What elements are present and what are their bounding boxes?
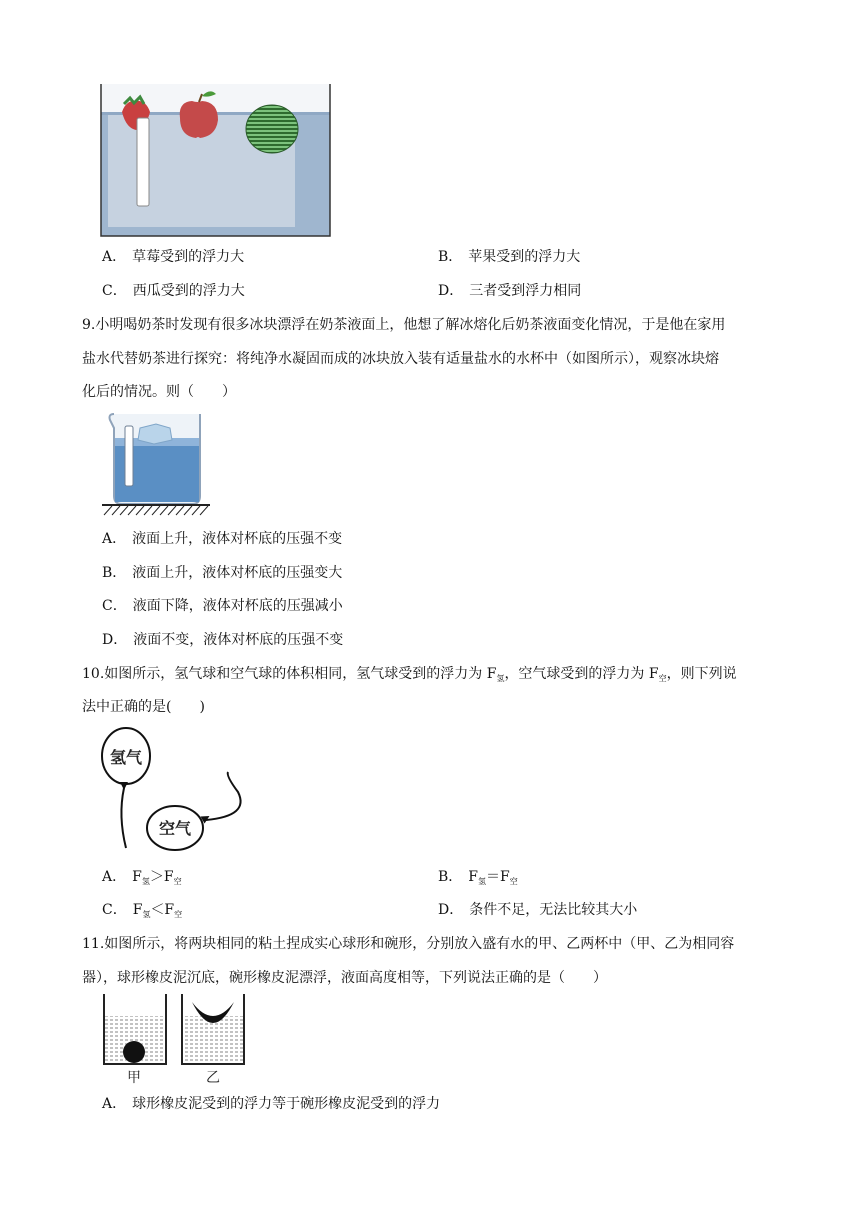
- option-label: C．: [102, 598, 127, 614]
- q9-option-b[interactable]: [102, 563, 342, 583]
- q9-stem-line: 9.小明喝奶茶时发现有很多冰块漂浮在奶茶液面上，他想了解冰熔化后奶茶液面变化情况，于是他在家用: [82, 317, 726, 333]
- option-label: C．: [102, 283, 127, 299]
- q10-option-a[interactable]: [102, 867, 182, 892]
- subscript: 空: [174, 910, 183, 919]
- q10-stem-line: 法中正确的是( ): [82, 699, 205, 715]
- watermelon-icon: [246, 105, 298, 153]
- option-text: 草莓受到的浮力大: [132, 249, 245, 265]
- hydrogen-balloon-label: 氢气: [109, 748, 143, 767]
- option-label: D．: [102, 632, 128, 648]
- balloons-figure: [100, 726, 250, 852]
- q10-stem-text: ，则下列说: [666, 666, 737, 682]
- option-label: A．: [102, 249, 127, 265]
- option-label: B．: [438, 249, 463, 265]
- cup-label-jia: 甲: [127, 1070, 141, 1086]
- option-text: F: [132, 869, 142, 885]
- q11-stem-line: 器），球形橡皮泥沉底，碗形橡皮泥漂浮，液面高度相等，下列说法正确的是（ ）: [82, 970, 607, 986]
- q10-option-b[interactable]: [438, 867, 518, 892]
- option-label: B．: [102, 565, 127, 581]
- option-text: F: [468, 869, 479, 885]
- q10-stem-line: [82, 664, 782, 689]
- option-text: 球形橡皮泥受到的浮力等于碗形橡皮泥受到的浮力: [132, 1096, 441, 1112]
- q10-option-d[interactable]: [438, 900, 637, 920]
- q10-stem-text: ，空气球受到的浮力为 F: [504, 666, 659, 682]
- option-text: 三者受到浮力相同: [469, 283, 582, 299]
- option-label: D．: [438, 902, 464, 918]
- q8-option-c[interactable]: [102, 281, 245, 301]
- q11-option-a[interactable]: [102, 1094, 440, 1114]
- subscript: 氢: [478, 877, 487, 886]
- option-text: F: [132, 902, 143, 918]
- q10-option-c[interactable]: [102, 900, 182, 925]
- option-text: ＝F: [486, 869, 510, 885]
- q9-option-a[interactable]: [102, 529, 342, 549]
- option-text: 液面上升，液体对杯底的压强变大: [132, 565, 343, 581]
- q8-option-d[interactable]: [438, 281, 581, 301]
- option-label: D．: [438, 283, 464, 299]
- option-text: ＞F: [149, 869, 174, 885]
- subscript: 氢: [496, 674, 505, 683]
- clay-ball: [123, 1041, 145, 1063]
- option-text: 西瓜受到的浮力大: [132, 283, 245, 299]
- option-text: 液面下降，液体对杯底的压强减小: [132, 598, 343, 614]
- option-text: 液面不变，液体对杯底的压强不变: [133, 632, 344, 648]
- clay-cups-figure: [100, 994, 260, 1086]
- option-text: ＜F: [150, 902, 175, 918]
- subscript: 氢: [142, 910, 151, 919]
- q8-option-a[interactable]: [102, 247, 244, 267]
- air-balloon-label: 空气: [158, 819, 192, 838]
- subscript: 空: [658, 674, 667, 683]
- option-text: 条件不足，无法比较其大小: [469, 902, 638, 918]
- option-text: 液面上升，液体对杯底的压强不变: [132, 531, 343, 547]
- cup-label-yi: 乙: [206, 1070, 220, 1086]
- subscript: 氢: [141, 877, 150, 886]
- q9-stem-line: 化后的情况。则（ ）: [82, 384, 236, 400]
- option-text: 苹果受到的浮力大: [468, 249, 581, 265]
- option-label: A．: [102, 869, 127, 885]
- q8-option-b[interactable]: [438, 247, 580, 267]
- q9-option-d[interactable]: [102, 630, 343, 650]
- option-label: C．: [102, 902, 127, 918]
- option-label: B．: [438, 869, 463, 885]
- option-label: A．: [102, 531, 127, 547]
- q9-option-c[interactable]: [102, 596, 343, 616]
- subscript: 空: [509, 877, 518, 886]
- q9-stem-line: 盐水代替奶茶进行探究：将纯净水凝固而成的冰块放入装有适量盐水的水杯中（如图所示），观察冰块熔: [82, 351, 719, 367]
- q10-stem-text: 10.如图所示，氢气球和空气球的体积相同，氢气球受到的浮力为 F: [82, 666, 497, 682]
- subscript: 空: [173, 877, 182, 886]
- q11-stem-line: 11.如图所示，将两块相同的粘土捏成实心球形和碗形，分别放入盛有水的甲、乙两杯中（甲、乙为相同容: [82, 936, 735, 952]
- beaker-ice-figure: [100, 410, 212, 518]
- fruits-tank-figure: [100, 84, 332, 238]
- option-label: A．: [102, 1096, 127, 1112]
